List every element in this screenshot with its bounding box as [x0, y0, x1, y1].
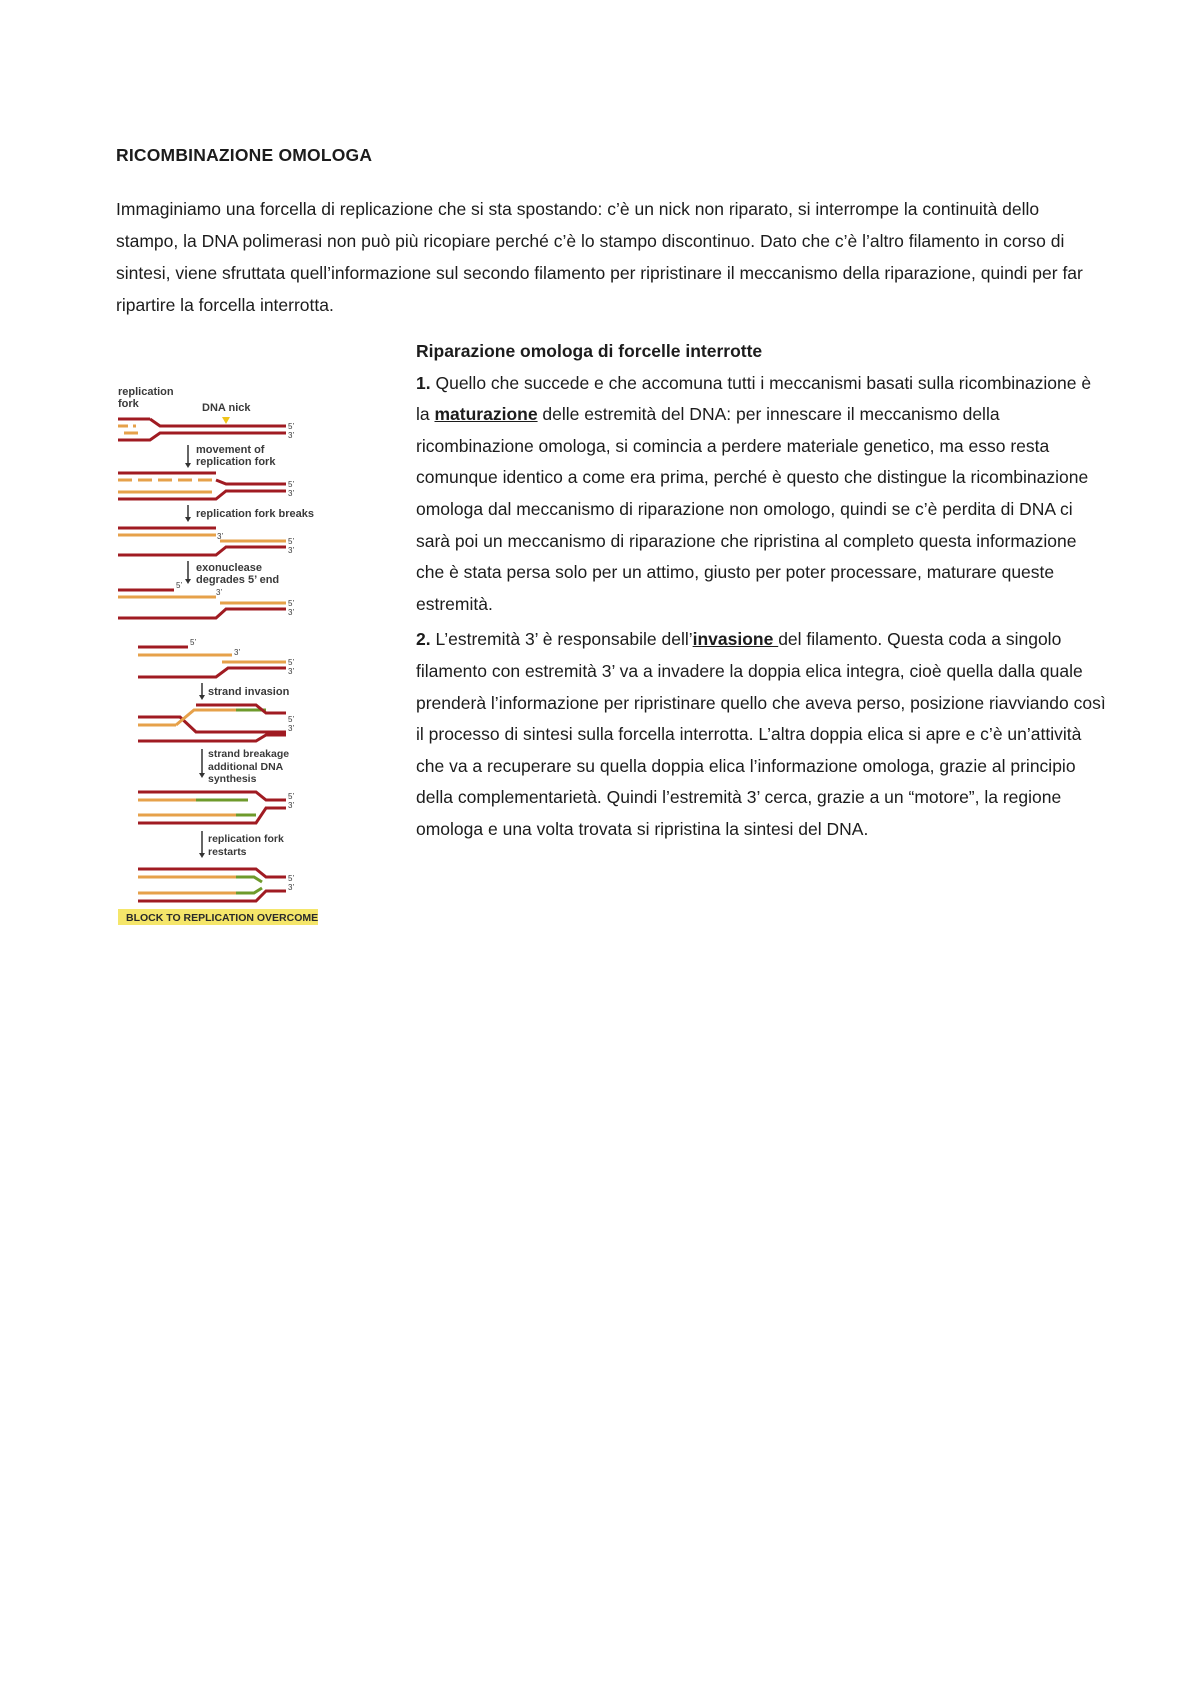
- arrow-head-icon: [185, 463, 191, 468]
- figure-caption: BLOCK TO REPLICATION OVERCOME: [126, 912, 319, 924]
- end-label: 3’: [288, 801, 295, 810]
- paragraph-2-number: 2.: [416, 629, 431, 650]
- step-restart-2: restarts: [208, 846, 247, 858]
- end-label: 5’: [288, 658, 295, 667]
- step-movement-2: replication fork: [196, 456, 276, 468]
- intro-text: Immaginiamo una forcella di replicazione che si sta spostando: c’è un nick non riparato, si interrompe la continuità dello stampo, la DNA polimerasi non può più ricopiare perché c’è lo stampo discontinuo. Dato che c’è l’altro filamento in corso di sintesi, viene sfruttata quell’informazione sul secondo filamento per ripristinare il meccanismo della riparazione, quindi per far ripartire la forcella interrotta.: [116, 199, 1083, 315]
- strand: [118, 547, 286, 555]
- strand: [216, 480, 286, 484]
- strand: [236, 888, 262, 893]
- step-exo-2: degrades 5’ end: [196, 574, 280, 586]
- end-label: 5’: [288, 792, 295, 801]
- step-movement: movement of: [196, 444, 265, 456]
- step-invasion: strand invasion: [208, 686, 290, 698]
- paragraph-1: [416, 368, 1106, 621]
- arrow-head-icon: [199, 853, 205, 858]
- paragraph-1-number: 1.: [416, 372, 431, 393]
- strand: [150, 419, 286, 426]
- strand: [236, 877, 262, 882]
- step-breakage-3: synthesis: [208, 773, 257, 785]
- section-heading: Riparazione omologa di forcelle interrotte: [416, 341, 763, 361]
- end-label: 3’: [234, 648, 241, 657]
- strand: [138, 735, 286, 741]
- paragraph-2-text-a: L’estremità 3’ è responsabile dell’: [430, 629, 693, 650]
- nick-marker-icon: [222, 417, 230, 424]
- arrow-head-icon: [185, 517, 191, 522]
- end-label: 3’: [288, 431, 295, 440]
- strand: [118, 433, 286, 440]
- step-exo: exonuclease: [196, 562, 263, 574]
- end-label: 3’: [288, 883, 295, 892]
- step-breakage-2: additional DNA: [208, 761, 284, 773]
- step-breakage: strand breakage: [208, 748, 290, 760]
- end-label: 3’: [217, 532, 224, 541]
- end-label: 3’: [288, 489, 295, 498]
- end-label: 5’: [288, 874, 295, 883]
- label-dna-nick: DNA nick: [202, 402, 251, 414]
- paragraph-1-text-a: Quello che succede e che accomuna tutti i meccanismi basati sulla ricombinazione è la: [416, 372, 1092, 425]
- paragraph-2: [416, 624, 1106, 845]
- end-label: 3’: [288, 608, 295, 617]
- keyword-maturazione: maturazione: [434, 404, 538, 425]
- arrow-head-icon: [199, 695, 205, 700]
- end-label: 5’: [288, 480, 295, 489]
- end-label: 5’: [288, 715, 295, 724]
- label-replication-fork-2: fork: [118, 398, 139, 410]
- strand: [138, 668, 286, 677]
- end-label: 3’: [288, 546, 295, 555]
- end-label: 5’: [288, 422, 295, 431]
- step-breaks: replication fork breaks: [196, 508, 314, 520]
- step-restart: replication fork: [208, 833, 284, 845]
- end-label: 3’: [288, 667, 295, 676]
- end-label: 5’: [288, 537, 295, 546]
- repair-section: [416, 336, 1106, 850]
- arrow-head-icon: [199, 773, 205, 778]
- keyword-invasione: invasione: [692, 629, 779, 650]
- figure-svg: [116, 385, 366, 1005]
- end-label: 3’: [288, 724, 295, 733]
- end-label: 5’: [190, 638, 197, 647]
- paragraph-2-text-b: del filamento. Questa coda a singolo filamento con estremità 3’ va a invadere la doppia elica integra, cioè quella dalla quale prenderà l’informazione per ripristinare quello che aveva perso, posizione riavviando così il processo di sintesi sulla forcella interrotta. L’altra doppia elica si apre e c’è un’attività che va a recuperare su quella doppia elica l’informazione omologa, grazie al principio della complementarietà. Quindi l’estremità 3’ cerca, grazie a un “motore”, la regione omologa e una volta trovata si ripristina la sintesi del DNA.: [416, 629, 1106, 839]
- paragraph-1-text-b: delle estremità del DNA: per innescare il meccanismo della ricombinazione omologa, si comincia a perdere materiale genetico, ma esso resta comunque identico a come era prima, perché è questo che distingue la ricombinazione omologa dal meccanismo di riparazione non omologo, quindi se c’è perdita di DNA ci sarà poi un meccanismo di riparazione che ripristina al completo questa informazione che è stata persa solo per un attimo, giusto per poter processare, maturare queste estremità.: [416, 404, 1089, 614]
- label-replication-fork: replication: [118, 386, 174, 398]
- end-label: 5’: [288, 599, 295, 608]
- recombination-figure: [116, 385, 366, 1005]
- end-label: 3’: [216, 588, 223, 597]
- document-title: RICOMBINAZIONE OMOLOGA: [116, 145, 373, 165]
- intro-paragraph: [116, 193, 1086, 321]
- arrow-head-icon: [185, 579, 191, 584]
- end-label: 5’: [176, 581, 183, 590]
- strand: [118, 609, 286, 618]
